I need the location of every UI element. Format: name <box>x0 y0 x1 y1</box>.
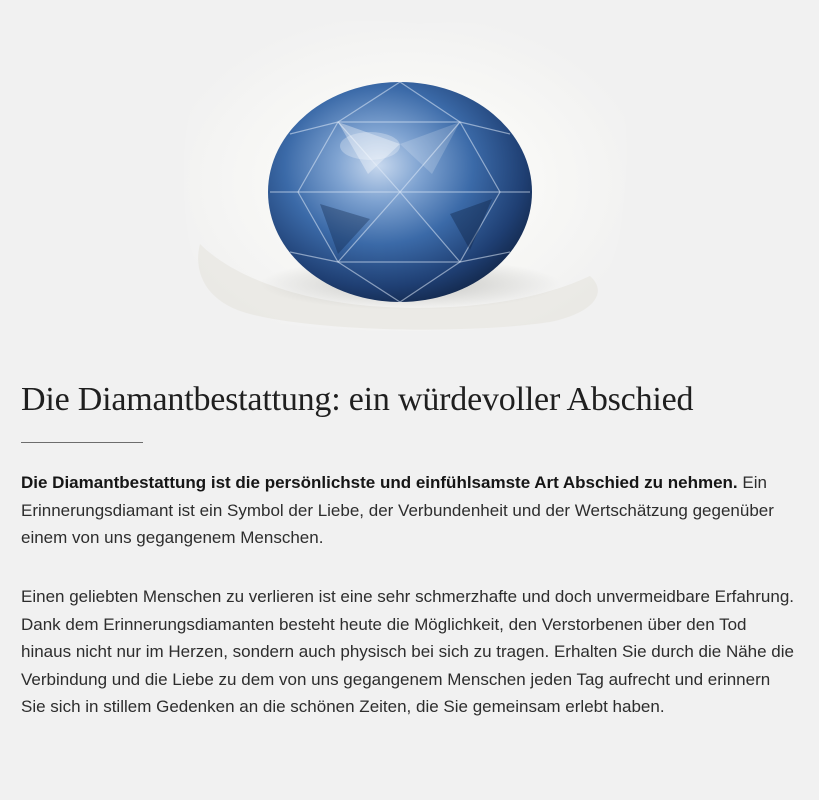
intro-paragraph <box>21 469 796 552</box>
diamond-illustration <box>170 14 635 336</box>
page-title: Die Diamantbestattung: ein würdevoller Abschied <box>21 381 694 418</box>
intro-lead-text: Die Diamantbestattung ist die persönlichste und einfühlsamste Art Abschied zu nehmen. <box>21 473 738 492</box>
title-divider <box>21 442 143 443</box>
diamond-image <box>170 14 635 336</box>
intro-text: Ein Erinnerungsdiamant ist ein Symbol der Liebe, der Verbundenheit und der Wertschätzung gegenüber einem von uns gegangenem Menschen. <box>21 473 774 547</box>
body-paragraph: Einen geliebten Menschen zu verlieren ist eine sehr schmerzhafte und doch unvermeidbare Erfahrung. Dank dem Erinnerungsdiamanten besteht heute die Möglichkeit, den Verstorbenen über den Tod hinaus nicht nur im Herzen, sondern auch physisch bei sich zu tragen. Erhalten Sie durch die Nähe die Verbindung und die Liebe zu dem von uns gegangenem Menschen jeden Tag aufrecht und erinnern Sie sich in stillem Gedenken an die schönen Zeiten, die Sie gemeinsam erlebt haben. <box>21 587 795 716</box>
